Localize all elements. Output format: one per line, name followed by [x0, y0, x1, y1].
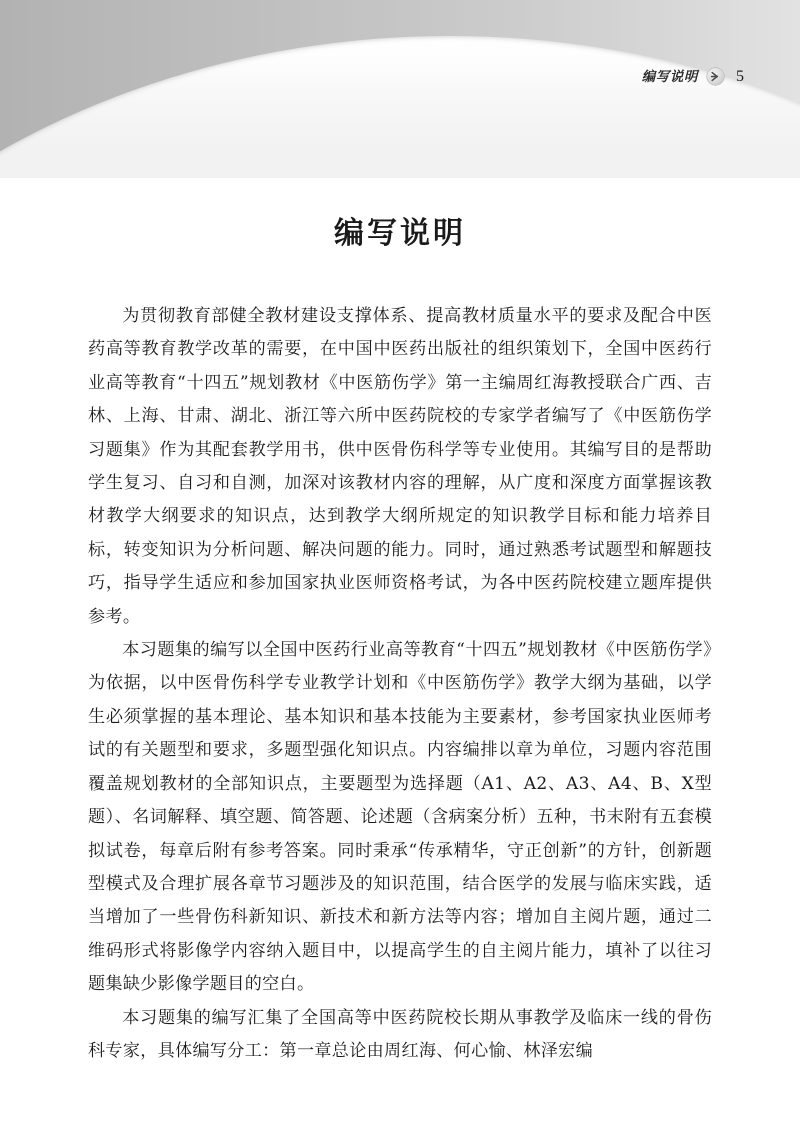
chapter-title-container: [0, 188, 800, 272]
arrow-right-circle-icon: [707, 68, 724, 85]
body-text: [88, 300, 712, 1068]
paragraph: 为贯彻教育部健全教材建设支撑体系、提高教材质量水平的要求及配合中医药高等教育教学改革的需要，在中国中医药出版社的组织策划下，全国中医药行业高等教育“十四五”规划教材《中医筋伤学》第一主编周红海教授联合广西、吉林、上海、甘肃、湖北、浙江等六所中医药院校的专家学者编写了《中医筋伤学习题集》作为其配套教学用书，供中医骨伤科学等专业使用。其编写目的是帮助学生复习、自习和自测，加深对该教材内容的理解，从广度和深度方面掌握该教材教学大纲要求的知识点，达到教学大纲所规定的知识教学目标和能力培养目标，转变知识为分析问题、解决问题的能力。同时，通过熟悉考试题型和解题技巧，指导学生适应和参加国家执业医师资格考试，为各中医药院校建立题库提供参考。: [88, 306, 712, 627]
header-decorative-band: [0, 0, 800, 178]
paragraph: 本习题集的编写以全国中医药行业高等教育“十四五”规划教材《中医筋伤学》为依据，以中医骨伤科学专业教学计划和《中医筋伤学》教学大纲为基础，以学生必须掌握的基本理论、基本知识和基本技能为主要素材，参考国家执业医师考试的有关题型和要求，多题型强化知识点。内容编排以章为单位，习题内容范围覆盖规划教材的全部知识点，主要题型为选择题（A1、A2、A3、A4、B、X型题）、名词解释、填空题、简答题、论述题（含病案分析）五种，书末附有五套模拟试卷，每章后附有参考答案。同时秉承“传承精华，守正创新”的方针，创新题型模式及合理扩展各章节习题涉及的知识范围，结合医学的发展与临床实践，适当增加了一些骨伤科新知识、新技术和新方法等内容；增加自主阅片题，通过二维码形式将影像学内容纳入题目中，以提高学生的自主阅片能力，填补了以往习题集缺少影像学题目的空白。: [88, 640, 712, 995]
running-head-title: 编写说明: [641, 68, 698, 84]
paragraph: 本习题集的编写汇集了全国高等中医药院校长期从事教学及临床一线的骨伤科专家，具体编写分工：第一章总论由周红海、何心愉、林泽宏编: [88, 1007, 712, 1061]
page-title: 编写说明: [334, 216, 466, 252]
page-number: 5: [736, 67, 744, 85]
running-head: [642, 68, 744, 85]
